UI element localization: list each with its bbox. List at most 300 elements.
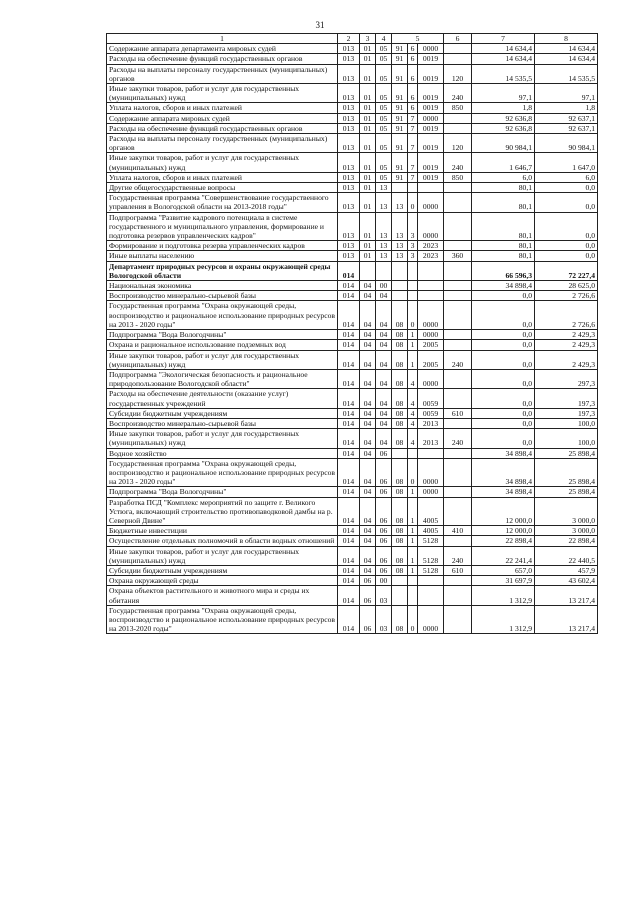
cell-c8: 2 726,6 [535, 291, 598, 301]
cell-c8: 22 440,5 [535, 546, 598, 565]
cell-c4: 04 [376, 301, 392, 330]
cell-c5a [392, 261, 408, 280]
cell-c7: 80,1 [472, 183, 535, 193]
row-description: Другие общегосударственные вопросы [107, 183, 338, 193]
cell-c3 [360, 261, 376, 280]
cell-c6 [444, 448, 472, 458]
cell-c5b: 6 [408, 44, 418, 54]
cell-c5a: 08 [392, 408, 408, 418]
row-description: Формирование и подготовка резерва управленческих кадров [107, 241, 338, 251]
cell-c4: 13 [376, 193, 392, 212]
cell-c4: 04 [376, 408, 392, 418]
cell-c3: 01 [360, 172, 376, 182]
cell-c5c: 2005 [418, 350, 444, 369]
cell-c8: 25 898,4 [535, 487, 598, 497]
cell-c5c: 0019 [418, 103, 444, 113]
cell-c3: 01 [360, 193, 376, 212]
cell-c5a: 13 [392, 251, 408, 261]
cell-c8: 3 000,0 [535, 497, 598, 526]
cell-c7: 34 898,4 [472, 458, 535, 487]
cell-c5b: 6 [408, 84, 418, 103]
cell-c4: 05 [376, 54, 392, 64]
cell-c4: 05 [376, 44, 392, 54]
row-description: Бюджетные инвестиции [107, 526, 338, 536]
cell-c6 [444, 123, 472, 133]
cell-c5b: 7 [408, 172, 418, 182]
cell-c5b: 0 [408, 193, 418, 212]
table-row [107, 84, 598, 103]
cell-c8: 92 637,1 [535, 123, 598, 133]
cell-c6 [444, 183, 472, 193]
cell-c2: 014 [338, 605, 360, 634]
cell-c8: 100,0 [535, 418, 598, 428]
cell-c3: 04 [360, 458, 376, 487]
cell-c2: 014 [338, 565, 360, 575]
header-col-3: 3 [360, 34, 376, 44]
cell-c8: 197,3 [535, 389, 598, 408]
cell-c6 [444, 418, 472, 428]
cell-c5a: 91 [392, 54, 408, 64]
cell-c3: 01 [360, 103, 376, 113]
cell-c2: 014 [338, 448, 360, 458]
cell-c5c: 0000 [418, 301, 444, 330]
cell-c5a: 08 [392, 418, 408, 428]
table-row [107, 113, 598, 123]
cell-c7: 6,0 [472, 172, 535, 182]
cell-c8: 25 898,4 [535, 448, 598, 458]
cell-c3: 06 [360, 605, 376, 634]
cell-c4: 04 [376, 418, 392, 428]
cell-c6 [444, 330, 472, 340]
cell-c5b [408, 576, 418, 586]
cell-c8: 100,0 [535, 429, 598, 448]
cell-c2: 014 [338, 576, 360, 586]
cell-c7: 31 697,9 [472, 576, 535, 586]
table-row [107, 103, 598, 113]
cell-c4: 06 [376, 546, 392, 565]
cell-c5a: 08 [392, 526, 408, 536]
row-description: Расходы на обеспечение функций государственных органов [107, 123, 338, 133]
cell-c6 [444, 54, 472, 64]
cell-c5a: 91 [392, 153, 408, 172]
cell-c5c: 0019 [418, 64, 444, 83]
cell-c5b: 1 [408, 536, 418, 546]
cell-c6 [444, 340, 472, 350]
cell-c8: 0,0 [535, 193, 598, 212]
cell-c5c: 0019 [418, 123, 444, 133]
cell-c5b [408, 281, 418, 291]
cell-c7: 80,1 [472, 241, 535, 251]
cell-c5b: 6 [408, 64, 418, 83]
cell-c6: 240 [444, 153, 472, 172]
table-row [107, 487, 598, 497]
cell-c4: 05 [376, 113, 392, 123]
cell-c5b: 1 [408, 497, 418, 526]
cell-c4: 05 [376, 153, 392, 172]
cell-c7: 80,1 [472, 251, 535, 261]
cell-c6 [444, 536, 472, 546]
row-description: Государственная программа "Охрана окружающей среды, воспроизводство и рациональное использование природных ресурсов на 2013-2020 годы" [107, 605, 338, 634]
cell-c8: 0,0 [535, 241, 598, 251]
cell-c3: 01 [360, 54, 376, 64]
cell-c7: 80,1 [472, 193, 535, 212]
cell-c7: 34 898,4 [472, 281, 535, 291]
cell-c2: 014 [338, 350, 360, 369]
cell-c2: 014 [338, 369, 360, 388]
cell-c2: 013 [338, 54, 360, 64]
table-row [107, 251, 598, 261]
cell-c3: 01 [360, 64, 376, 83]
table-row [107, 153, 598, 172]
cell-c7: 12 000,0 [472, 526, 535, 536]
cell-c8: 72 227,4 [535, 261, 598, 280]
cell-c7: 92 636,8 [472, 113, 535, 123]
cell-c5a: 13 [392, 193, 408, 212]
cell-c5c: 0019 [418, 134, 444, 153]
cell-c5a: 08 [392, 487, 408, 497]
cell-c4: 03 [376, 586, 392, 605]
table-row [107, 291, 598, 301]
cell-c4: 04 [376, 330, 392, 340]
row-description: Содержание аппарата департамента мировых судей [107, 44, 338, 54]
cell-c4: 06 [376, 487, 392, 497]
cell-c8: 2 429,3 [535, 340, 598, 350]
row-description: Расходы на обеспечение деятельности (оказание услуг) государственных учреждений [107, 389, 338, 408]
cell-c4: 06 [376, 565, 392, 575]
cell-c5c [418, 261, 444, 280]
row-description: Охрана и рациональное использование подземных вод [107, 340, 338, 350]
header-col-8: 8 [535, 34, 598, 44]
cell-c5a: 08 [392, 330, 408, 340]
cell-c5b: 1 [408, 340, 418, 350]
cell-c5b: 4 [408, 408, 418, 418]
cell-c4: 06 [376, 458, 392, 487]
header-col-6: 6 [444, 34, 472, 44]
header-col-4: 4 [376, 34, 392, 44]
cell-c5a: 91 [392, 64, 408, 83]
row-description: Уплата налогов, сборов и иных платежей [107, 103, 338, 113]
table-row [107, 408, 598, 418]
cell-c5a: 08 [392, 605, 408, 634]
table-row [107, 526, 598, 536]
cell-c6 [444, 193, 472, 212]
row-description: Разработка ПСД "Комплекс мероприятий по защите г. Великого Устюга, включающий строительство противопаводковой дамбы на р. Северной Двине" [107, 497, 338, 526]
cell-c4: 04 [376, 389, 392, 408]
cell-c5b [408, 261, 418, 280]
table-row [107, 281, 598, 291]
cell-c5c: 5128 [418, 546, 444, 565]
row-description: Подпрограмма "Вода Вологодчины" [107, 330, 338, 340]
cell-c8: 92 637,1 [535, 113, 598, 123]
cell-c5b: 4 [408, 389, 418, 408]
cell-c3: 06 [360, 576, 376, 586]
cell-c5c: 0000 [418, 330, 444, 340]
table-row [107, 448, 598, 458]
cell-c2: 013 [338, 103, 360, 113]
cell-c5a: 91 [392, 44, 408, 54]
cell-c3: 01 [360, 212, 376, 241]
cell-c6: 120 [444, 134, 472, 153]
cell-c7: 1 312,9 [472, 586, 535, 605]
cell-c4: 13 [376, 183, 392, 193]
cell-c7: 90 984,1 [472, 134, 535, 153]
cell-c8: 14 634,4 [535, 54, 598, 64]
cell-c2: 014 [338, 291, 360, 301]
cell-c7: 12 000,0 [472, 497, 535, 526]
header-col-1: 1 [107, 34, 338, 44]
cell-c6 [444, 212, 472, 241]
cell-c8: 90 984,1 [535, 134, 598, 153]
cell-c2: 014 [338, 408, 360, 418]
cell-c5c: 0019 [418, 84, 444, 103]
cell-c3: 04 [360, 448, 376, 458]
cell-c5a [392, 183, 408, 193]
cell-c5b [408, 586, 418, 605]
cell-c5b: 0 [408, 605, 418, 634]
cell-c6 [444, 281, 472, 291]
cell-c5c: 0000 [418, 193, 444, 212]
header-col-5: 5 [392, 34, 444, 44]
cell-c5c: 0000 [418, 369, 444, 388]
cell-c3: 01 [360, 44, 376, 54]
cell-c5b: 1 [408, 487, 418, 497]
cell-c6 [444, 261, 472, 280]
cell-c5c: 4005 [418, 497, 444, 526]
cell-c5c: 0000 [418, 212, 444, 241]
cell-c4: 13 [376, 251, 392, 261]
cell-c5c: 0019 [418, 153, 444, 172]
cell-c6 [444, 113, 472, 123]
cell-c2: 014 [338, 340, 360, 350]
cell-c6: 850 [444, 103, 472, 113]
cell-c5c [418, 183, 444, 193]
table-row [107, 586, 598, 605]
cell-c3: 04 [360, 291, 376, 301]
cell-c3: 01 [360, 84, 376, 103]
table-row [107, 301, 598, 330]
cell-c5a: 08 [392, 340, 408, 350]
cell-c7: 34 898,4 [472, 487, 535, 497]
cell-c7: 22 898,4 [472, 536, 535, 546]
table-row [107, 193, 598, 212]
row-description: Расходы на обеспечение функций государственных органов [107, 54, 338, 64]
cell-c3: 04 [360, 429, 376, 448]
row-description: Водное хозяйство [107, 448, 338, 458]
cell-c3: 04 [360, 330, 376, 340]
cell-c2: 014 [338, 487, 360, 497]
cell-c7: 1,8 [472, 103, 535, 113]
cell-c6: 360 [444, 251, 472, 261]
cell-c5a [392, 291, 408, 301]
table-row [107, 546, 598, 565]
cell-c5c: 2013 [418, 418, 444, 428]
row-description: Субсидии бюджетным учреждениям [107, 408, 338, 418]
table-row [107, 429, 598, 448]
cell-c5b: 3 [408, 241, 418, 251]
cell-c2: 013 [338, 84, 360, 103]
cell-c4: 04 [376, 340, 392, 350]
cell-c2: 014 [338, 497, 360, 526]
cell-c8: 14 634,4 [535, 44, 598, 54]
row-description: Воспроизводство минерально-сырьевой базы [107, 291, 338, 301]
cell-c3: 04 [360, 497, 376, 526]
header-col-7: 7 [472, 34, 535, 44]
cell-c4: 04 [376, 350, 392, 369]
cell-c4: 04 [376, 429, 392, 448]
row-description: Охрана окружающей среды [107, 576, 338, 586]
cell-c7: 92 636,8 [472, 123, 535, 133]
cell-c4: 00 [376, 576, 392, 586]
cell-c3: 04 [360, 301, 376, 330]
cell-c4: 06 [376, 526, 392, 536]
cell-c7: 97,1 [472, 84, 535, 103]
page-number: 31 [315, 20, 325, 30]
cell-c2: 013 [338, 193, 360, 212]
cell-c5c: 0000 [418, 113, 444, 123]
row-description: Осуществление отдельных полномочий в области водных отношений [107, 536, 338, 546]
cell-c5a: 08 [392, 458, 408, 487]
cell-c4: 04 [376, 291, 392, 301]
cell-c7: 0,0 [472, 408, 535, 418]
cell-c2: 013 [338, 172, 360, 182]
cell-c7: 0,0 [472, 350, 535, 369]
cell-c5c: 0059 [418, 408, 444, 418]
cell-c5a: 91 [392, 113, 408, 123]
cell-c3: 04 [360, 565, 376, 575]
cell-c5c [418, 576, 444, 586]
cell-c6: 240 [444, 350, 472, 369]
cell-c2: 014 [338, 389, 360, 408]
cell-c7: 0,0 [472, 291, 535, 301]
cell-c5c [418, 291, 444, 301]
cell-c5b: 1 [408, 526, 418, 536]
cell-c5b [408, 183, 418, 193]
cell-c4: 05 [376, 64, 392, 83]
cell-c5a: 13 [392, 212, 408, 241]
cell-c2: 013 [338, 251, 360, 261]
table-row [107, 536, 598, 546]
row-description: Расходы на выплаты персоналу государственных (муниципальных) органов [107, 134, 338, 153]
cell-c5a: 08 [392, 429, 408, 448]
cell-c6 [444, 576, 472, 586]
cell-c5c [418, 586, 444, 605]
table-row [107, 44, 598, 54]
cell-c3: 01 [360, 251, 376, 261]
cell-c4: 03 [376, 605, 392, 634]
row-description: Уплата налогов, сборов и иных платежей [107, 172, 338, 182]
cell-c5a: 08 [392, 369, 408, 388]
cell-c8: 13 217,4 [535, 605, 598, 634]
table-row [107, 183, 598, 193]
cell-c4 [376, 261, 392, 280]
cell-c5a: 08 [392, 546, 408, 565]
cell-c5a: 08 [392, 301, 408, 330]
cell-c5b: 7 [408, 123, 418, 133]
cell-c8: 2 726,6 [535, 301, 598, 330]
cell-c7: 1 312,9 [472, 605, 535, 634]
cell-c7: 0,0 [472, 418, 535, 428]
cell-c7: 22 241,4 [472, 546, 535, 565]
cell-c8: 13 217,4 [535, 586, 598, 605]
cell-c3: 04 [360, 389, 376, 408]
row-description: Иные закупки товаров, работ и услуг для государственных (муниципальных) нужд [107, 546, 338, 565]
cell-c7: 0,0 [472, 369, 535, 388]
row-description: Государственная программа "Охрана окружающей среды, воспроизводство и рациональное использование природных ресурсов на 2013 - 2020 годы" [107, 301, 338, 330]
cell-c5c: 0000 [418, 487, 444, 497]
cell-c6: 120 [444, 64, 472, 83]
cell-c3: 04 [360, 369, 376, 388]
cell-c6 [444, 241, 472, 251]
cell-c2: 014 [338, 429, 360, 448]
table-row [107, 418, 598, 428]
cell-c5b: 6 [408, 103, 418, 113]
cell-c8: 0,0 [535, 251, 598, 261]
cell-c5b [408, 448, 418, 458]
cell-c7: 66 596,3 [472, 261, 535, 280]
cell-c3: 04 [360, 526, 376, 536]
table-row [107, 458, 598, 487]
cell-c6: 850 [444, 172, 472, 182]
cell-c5b: 0 [408, 301, 418, 330]
row-description: Содержание аппарата мировых судей [107, 113, 338, 123]
cell-c3: 01 [360, 113, 376, 123]
cell-c3: 06 [360, 586, 376, 605]
cell-c7: 1 646,7 [472, 153, 535, 172]
cell-c4: 13 [376, 241, 392, 251]
cell-c5a [392, 448, 408, 458]
cell-c4: 04 [376, 369, 392, 388]
table-row [107, 350, 598, 369]
cell-c5a: 91 [392, 134, 408, 153]
cell-c6 [444, 291, 472, 301]
table-row [107, 389, 598, 408]
cell-c4: 06 [376, 497, 392, 526]
cell-c3: 04 [360, 340, 376, 350]
cell-c2: 013 [338, 153, 360, 172]
cell-c7: 0,0 [472, 301, 535, 330]
table-row [107, 54, 598, 64]
cell-c5c: 5128 [418, 565, 444, 575]
cell-c8: 28 625,0 [535, 281, 598, 291]
cell-c8: 0,0 [535, 212, 598, 241]
cell-c8: 457,9 [535, 565, 598, 575]
cell-c5a [392, 576, 408, 586]
cell-c8: 2 429,3 [535, 330, 598, 340]
cell-c3: 01 [360, 153, 376, 172]
cell-c4: 06 [376, 536, 392, 546]
cell-c4: 05 [376, 123, 392, 133]
table-row [107, 134, 598, 153]
row-description: Иные закупки товаров, работ и услуг для государственных (муниципальных) нужд [107, 429, 338, 448]
cell-c2: 013 [338, 241, 360, 251]
cell-c3: 04 [360, 418, 376, 428]
cell-c5a: 91 [392, 172, 408, 182]
cell-c5a [392, 281, 408, 291]
cell-c8: 43 602,4 [535, 576, 598, 586]
row-description: Воспроизводство минерально-сырьевой базы [107, 418, 338, 428]
row-description: Иные закупки товаров, работ и услуг для государственных (муниципальных) нужд [107, 350, 338, 369]
table-row [107, 576, 598, 586]
cell-c3: 01 [360, 183, 376, 193]
row-description: Иные выплаты населению [107, 251, 338, 261]
cell-c6 [444, 605, 472, 634]
cell-c5c: 2013 [418, 429, 444, 448]
cell-c5a: 08 [392, 497, 408, 526]
cell-c3: 01 [360, 241, 376, 251]
table-row [107, 123, 598, 133]
cell-c6 [444, 458, 472, 487]
table-row [107, 261, 598, 280]
